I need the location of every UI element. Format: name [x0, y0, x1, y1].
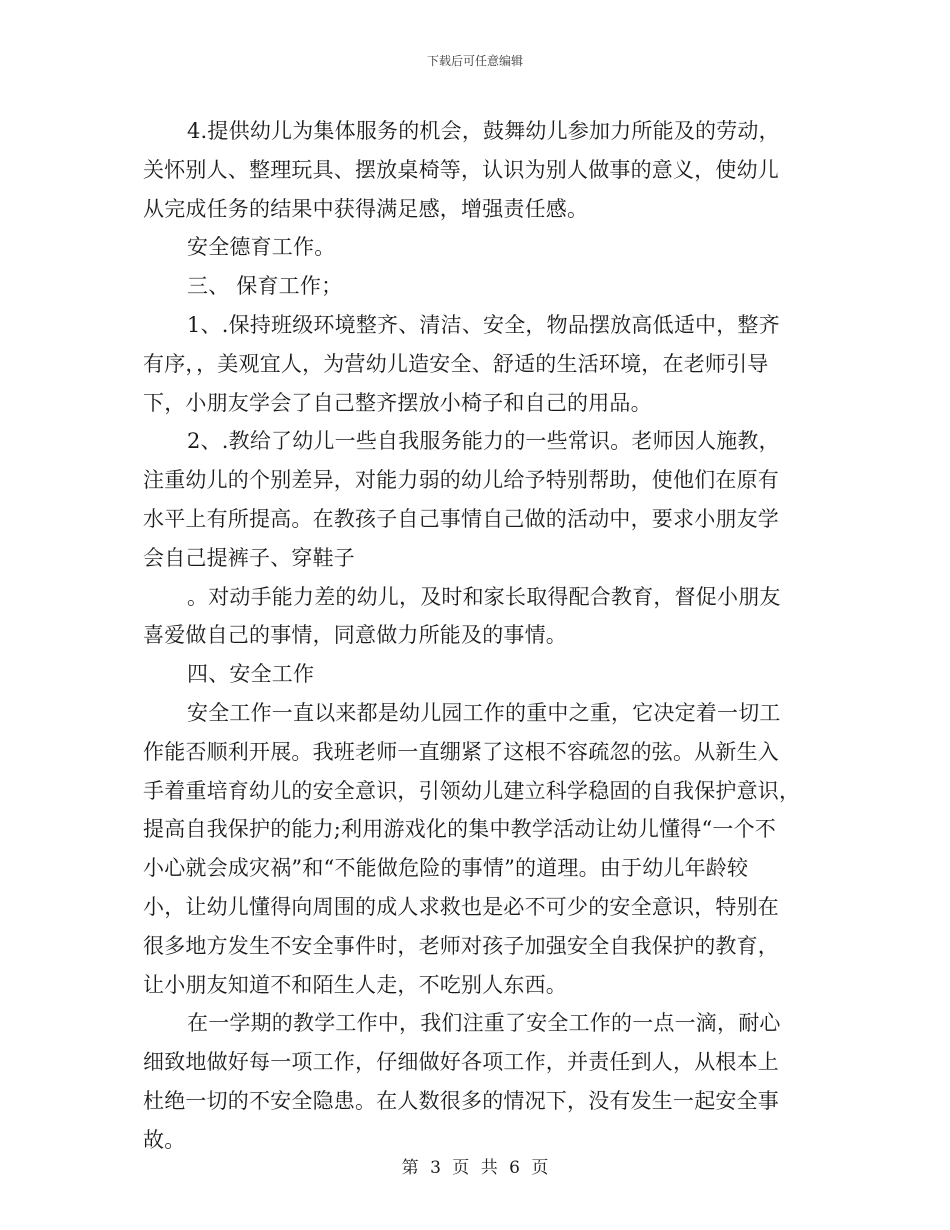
text-line: 故。 [143, 1127, 186, 1152]
text-line: 细致地做好每一项工作，仔细做好各项工作，并责任到人，从根本上 [143, 1050, 779, 1075]
text-line: 会自己提裤子、穿鞋子 [143, 545, 355, 570]
section-heading: 三、 保育工作； [187, 274, 343, 299]
text-line: 下，小朋友学会了自己整齐摆放小椅子和自己的用品。 [143, 390, 652, 415]
text-line: 作能否顺利开展。我班老师一直绷紧了这根不容疏忽的弦。从新生入 [143, 739, 779, 764]
text-line: 安全德育工作。 [187, 235, 336, 260]
text-line: 关怀别人、整理玩具、摆放桌椅等，认识为别人做事的意义，使幼儿 [143, 157, 779, 182]
text-line: 1、.保持班级环境整齐、清洁、安全，物品摆放高低适中，整齐 [187, 312, 780, 337]
text-line: 杜绝一切的不安全隐患。在人数很多的情况下，没有发生一起安全事 [143, 1088, 779, 1113]
text-line: 注重幼儿的个别差异，对能力弱的幼儿给予特别帮助，使他们在原有 [143, 468, 779, 493]
text-line: 喜爱做自己的事情，同意做力所能及的事情。 [143, 623, 567, 648]
page-header: 下载后可任意编辑 [426, 54, 523, 68]
text-line: 让小朋友知道不和陌生人走，不吃别人东西。 [143, 972, 567, 997]
text-line: 在一学期的教学工作中，我们注重了安全工作的一点一滴，耐心 [187, 1011, 781, 1036]
document-body [143, 112, 803, 1160]
page-number: 第 3 页 共 6 页 [401, 1158, 549, 1178]
section-heading: 四、安全工作 [187, 662, 315, 687]
text-line: 提高自我保护的能力;利用游戏化的集中教学活动让幼儿懂得“一个不 [143, 817, 777, 842]
text-line: 2、.教给了幼儿一些自我服务能力的一些常识。老师因人施教， [187, 429, 780, 454]
text-line: 。对动手能力差的幼儿，及时和家长取得配合教育，督促小朋友 [187, 584, 781, 609]
text-line: 手着重培育幼儿的安全意识，引领幼儿建立科学稳固的自我保护意识， [143, 778, 801, 803]
text-line: 小，让幼儿懂得向周围的成人求救也是必不可少的安全意识，特别在 [143, 894, 779, 919]
text-line: 小心就会成灾祸”和“不能做危险的事情”的道理。由于幼儿年龄较 [143, 856, 749, 881]
text-line: 很多地方发生不安全事件时，老师对孩子加强安全自我保护的教育， [143, 933, 779, 958]
text-line: 4.提供幼儿为集体服务的机会，鼓舞幼儿参加力所能及的劳动， [187, 119, 780, 143]
text-line: 从完成任务的结果中获得满足感，增强责任感。 [143, 196, 589, 221]
text-line: 安全工作一直以来都是幼儿园工作的重中之重，它决定着一切工 [187, 700, 781, 725]
text-line: 水平上有所提高。在教孩子自己事情自己做的活动中，要求小朋友学 [143, 506, 779, 531]
text-line: 有序，，美观宜人，为营幼儿造安全、舒适的生活环境，在老师引导 [143, 351, 769, 376]
